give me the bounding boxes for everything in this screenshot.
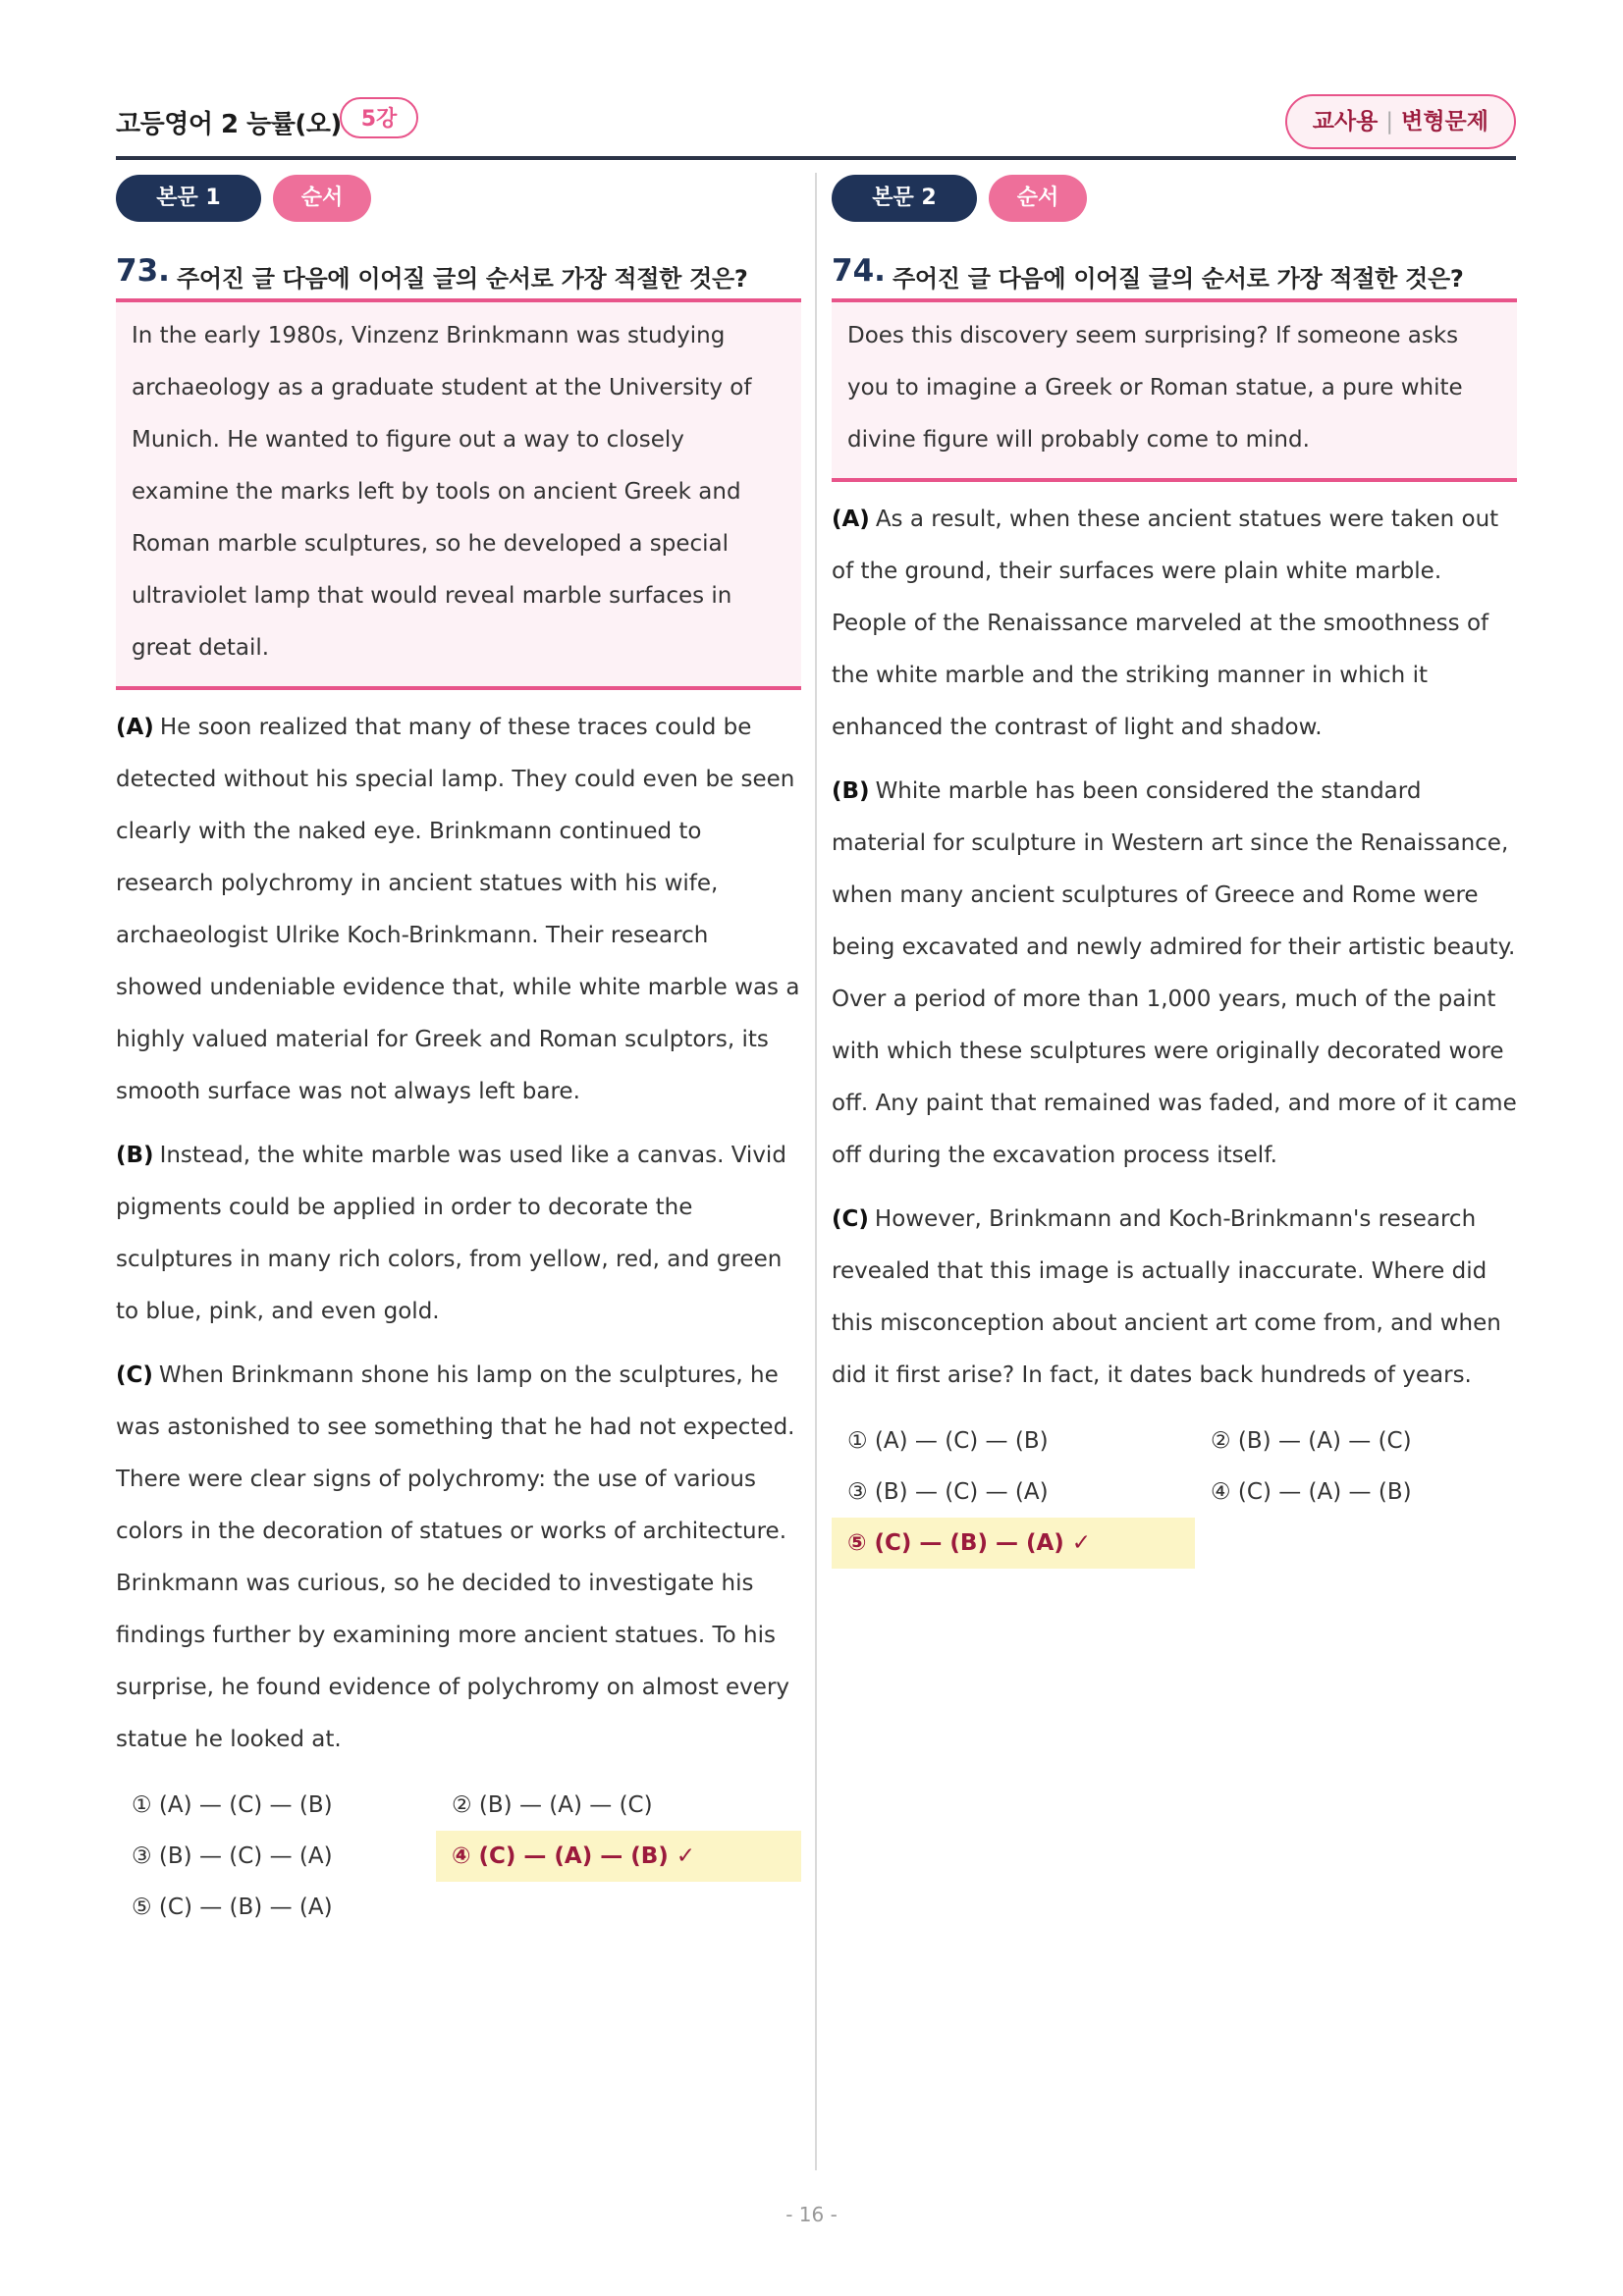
badge-separator: | xyxy=(1385,109,1394,134)
passage-tag: 본문 1 xyxy=(116,175,261,222)
choice-3[interactable]: ③ (B) — (C) — (A) xyxy=(132,1843,333,1869)
paragraph-b xyxy=(116,1130,801,1338)
question-type-tag: 순서 xyxy=(273,175,371,222)
given-passage: Does this discovery seem surprising? If someone asks you to imagine a Greek or Roman statue, a pure white divine figure will probably come to mind. xyxy=(832,298,1517,482)
paragraph-text: Instead, the white marble was used like a canvas. Vivid pigments could be applied in order to decorate the sculptures in many rich colors, from yellow, red, and green to blue, pink, and even gold. xyxy=(116,1143,786,1324)
paragraph-list xyxy=(116,702,801,1766)
choice-2[interactable]: ② (B) — (A) — (C) xyxy=(452,1792,653,1818)
question-text: 주어진 글 다음에 이어질 글의 순서로 가장 적절한 것은? xyxy=(177,265,748,293)
paragraph-text: He soon realized that many of these traces could be detected without his special lamp. They could even be seen clearly with the naked eye. Brinkmann continued to research polychromy in ancient statues with his wife, archaeologist Ulrike Koch-Brinkmann. Their research showed undeniable evidence that, while white marble was a highly valued material for Greek and Roman sculptors, its smooth surface was not always left bare. xyxy=(116,715,800,1104)
paragraph-text: White marble has been considered the standard material for sculpture in Western art since the Renaissance, when many ancient sculptures of Greece and Rome were being excavated and newly admired for their artistic beauty. Over a period of more than 1,000 years, much of the paint with which these sculptures were originally decorated wore off. Any paint that remained was faded, and more of it came off during the excavation process itself. xyxy=(832,778,1517,1168)
paragraph-c xyxy=(116,1350,801,1766)
question-74-column xyxy=(832,173,1517,1569)
question-tags xyxy=(832,173,1517,224)
badge-teacher-label: 교사용 xyxy=(1312,109,1379,134)
question-type-tag: 순서 xyxy=(989,175,1087,222)
paragraph-a xyxy=(116,702,801,1118)
choice-4[interactable]: ④ (C) — (A) — (B) xyxy=(1211,1479,1412,1505)
question-prompt xyxy=(116,253,801,298)
passage-tag: 본문 2 xyxy=(832,175,977,222)
choice-3[interactable]: ③ (B) — (C) — (A) xyxy=(847,1479,1049,1505)
choice-1[interactable]: ① (A) — (C) — (B) xyxy=(847,1428,1049,1454)
badge-type-label: 변형문제 xyxy=(1401,109,1488,134)
page-header xyxy=(116,94,1516,157)
choice-1[interactable]: ① (A) — (C) — (B) xyxy=(132,1792,333,1818)
question-tags xyxy=(116,173,801,224)
paragraph-c xyxy=(832,1194,1517,1402)
paragraph-label: (B) xyxy=(116,1143,154,1168)
answer-choices xyxy=(116,1780,801,1933)
choice-4-correct[interactable]: ④ (C) — (A) — (B) ✓ xyxy=(436,1831,801,1882)
paragraph-b xyxy=(832,766,1517,1182)
page-number: - 16 - xyxy=(785,2203,838,2226)
paragraph-label: (B) xyxy=(832,778,870,804)
choice-5-correct[interactable]: ⑤ (C) — (B) — (A) ✓ xyxy=(832,1518,1195,1569)
header-divider xyxy=(116,156,1516,160)
book-title: 고등영어 2 능률(오) xyxy=(116,110,342,139)
paragraph-text: As a result, when these ancient statues were taken out of the ground, their surfaces were plain white marble. People of the Renaissance marveled at the smoothness of the white marble and the striking manner in which it enhanced the contrast of light and shadow. xyxy=(832,507,1499,740)
paragraph-label: (A) xyxy=(116,715,154,740)
question-text: 주어진 글 다음에 이어질 글의 순서로 가장 적절한 것은? xyxy=(893,265,1464,293)
paragraph-text: However, Brinkmann and Koch-Brinkmann's research revealed that this image is actually inaccurate. Where did this misconception about ancient art come from, and when did it first arise? In fact, it dates back hundreds of years. xyxy=(832,1206,1501,1388)
given-passage: In the early 1980s, Vinzenz Brinkmann was studying archaeology as a graduate student at the University of Munich. He wanted to figure out a way to closely examine the marks left by tools on ancient Greek and Roman marble sculptures, so he developed a special ultraviolet lamp that would reveal marble surfaces in great detail. xyxy=(116,298,801,690)
choice-2[interactable]: ② (B) — (A) — (C) xyxy=(1211,1428,1412,1454)
question-prompt xyxy=(832,253,1517,298)
paragraph-text: When Brinkmann shone his lamp on the sculptures, he was astonished to see something that he had not expected. There were clear signs of polychromy: the use of various colors in the decoration of statues or works of architecture. Brinkmann was curious, so he decided to investigate his findings further by examining more ancient statues. To his surprise, he found evidence of polychromy on almost every statue he looked at. xyxy=(116,1362,795,1752)
question-number: 74. xyxy=(832,253,886,289)
choice-5[interactable]: ⑤ (C) — (B) — (A) xyxy=(132,1895,333,1920)
answer-choices xyxy=(832,1415,1517,1569)
teacher-version-badge xyxy=(1285,94,1516,149)
question-number: 73. xyxy=(116,253,170,289)
lesson-badge: 5강 xyxy=(340,97,418,138)
paragraph-a xyxy=(832,494,1517,754)
paragraph-label: (C) xyxy=(116,1362,153,1388)
question-73-column xyxy=(116,173,801,1933)
paragraph-label: (A) xyxy=(832,507,870,532)
paragraph-label: (C) xyxy=(832,1206,869,1232)
column-divider xyxy=(815,173,817,2170)
paragraph-list xyxy=(832,494,1517,1402)
